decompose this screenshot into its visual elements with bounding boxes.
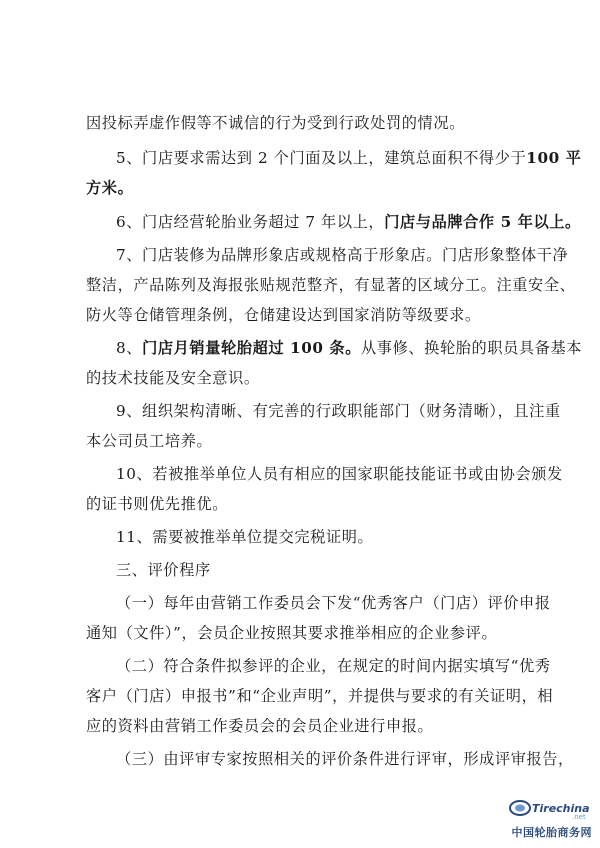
item-5-text: 5、门店要求需达到 2 个门面及以上，建筑总面积不得少于 — [116, 149, 527, 167]
text-line-19: 客户（门店）申报书”和“企业声明”，并提供与要求的有关证明，相 — [86, 687, 554, 705]
site-name: 中国轮胎商务网 — [511, 826, 592, 839]
text-line-9: 的技术技能及安全意识。 — [86, 369, 260, 387]
text-line-4 — [116, 212, 581, 232]
text-line-1: 因投标弄虚作假等不诚信的行为受到行政处罚的情况。 — [86, 114, 465, 132]
text-line-10: 9、组织架构清晰、有完善的行政职能部门（财务清晰），且注重 — [116, 402, 561, 420]
text-line-11: 本公司员工培养。 — [86, 432, 213, 450]
text-line-21: （三）由评审专家按照相关的评价条件进行评审，形成评审报告， — [116, 750, 574, 768]
logo-sub-text: .net — [572, 813, 586, 820]
item-8-text: 从事修、换轮胎的职员具备基本 — [361, 339, 583, 357]
text-line-16: （一）每年由营销工作委员会下发“优秀客户（门店）评价申报 — [116, 594, 551, 612]
text-line-7: 防火等仓储管理条例，仓储建设达到国家消防等级要求。 — [86, 306, 481, 324]
item-6-bold: 门店与品牌合作 5 年以上。 — [384, 213, 581, 231]
text-line-3: 方米。 — [86, 179, 134, 197]
item-6-text: 6、门店经营轮胎业务超过 7 年以上， — [116, 213, 385, 231]
text-line-6: 整洁，产品陈列及海报张贴规范整齐，有显著的区域分工。注重安全、 — [86, 276, 576, 294]
text-line-5: 7、门店装修为品牌形象店或规格高于形象店。门店形象整体干净 — [116, 246, 569, 264]
text-line-14: 11、需要被推举单位提交完税证明。 — [116, 528, 374, 546]
text-line-8 — [116, 338, 583, 358]
text-line-18: （二）符合条件拟参评的企业，在规定的时间内据实填写“优秀 — [116, 657, 551, 675]
text-line-17: 通知（文件）”，会员企业按照其要求推举相应的企业参评。 — [86, 624, 498, 642]
logo-text: Tirechina — [532, 802, 590, 815]
text-line-13: 的证书则优先推优。 — [86, 495, 229, 513]
text-line-20: 应的资料由营销工作委员会的会员企业进行申报。 — [86, 717, 434, 735]
tirechina-logo-icon — [508, 796, 592, 820]
site-watermark — [508, 796, 592, 840]
item-8-bold: 门店月销量轮胎超过 100 条。 — [142, 339, 362, 357]
section-heading: 三、评价程序 — [116, 561, 211, 579]
text-line-2 — [116, 148, 582, 168]
item-8-number: 8、 — [116, 339, 143, 357]
text-line-12: 10、若被推举单位人员有相应的国家职能技能证书或由协会颁发 — [116, 465, 563, 483]
item-5-bold: 100 平 — [526, 149, 582, 167]
